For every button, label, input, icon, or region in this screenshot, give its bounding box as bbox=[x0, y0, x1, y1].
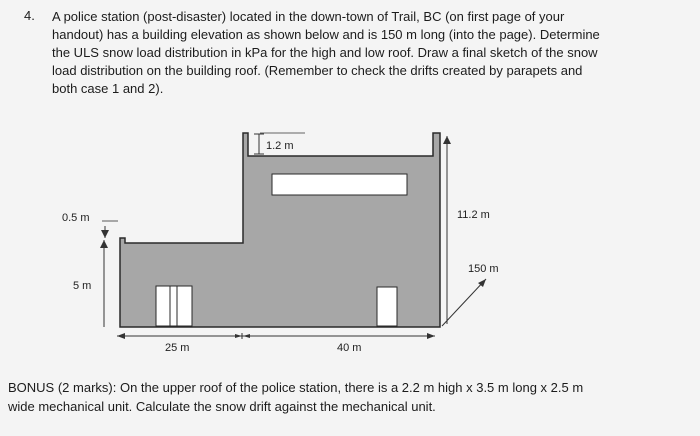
question-number: 4. bbox=[24, 8, 35, 23]
label-parapet-high: 1.2 m bbox=[266, 140, 294, 152]
lower-left-window bbox=[156, 286, 192, 326]
question-line: handout) has a building elevation as shown below and is 150 m long (into the page). Determine bbox=[52, 27, 600, 42]
bonus-line: wide mechanical unit. Calculate the snow drift against the mechanical unit. bbox=[8, 399, 436, 414]
label-parapet-low: 0.5 m bbox=[62, 212, 90, 224]
question-line: both case 1 and 2). bbox=[52, 81, 164, 96]
question-line: the ULS snow load distribution in kPa for the high and low roof. Draw a final sketch of the snow bbox=[52, 45, 598, 60]
label-length: 150 m bbox=[468, 263, 499, 275]
upper-window bbox=[272, 174, 407, 195]
label-high-roof-height: 11.2 m bbox=[457, 209, 490, 221]
question-line: A police station (post-disaster) located in the down-town of Trail, BC (on first page of your bbox=[52, 9, 565, 24]
bonus-text bbox=[8, 378, 688, 416]
door bbox=[377, 287, 397, 326]
label-low-roof-height: 5 m bbox=[73, 280, 92, 292]
label-high-width: 40 m bbox=[337, 342, 362, 354]
bonus-line: BONUS (2 marks): On the upper roof of the police station, there is a 2.2 m high x 3.5 m long x 2.5 m bbox=[8, 380, 584, 395]
question-line: load distribution on the building roof. (Remember to check the drifts created by parapets and bbox=[52, 63, 583, 78]
label-low-width: 25 m bbox=[165, 342, 190, 354]
